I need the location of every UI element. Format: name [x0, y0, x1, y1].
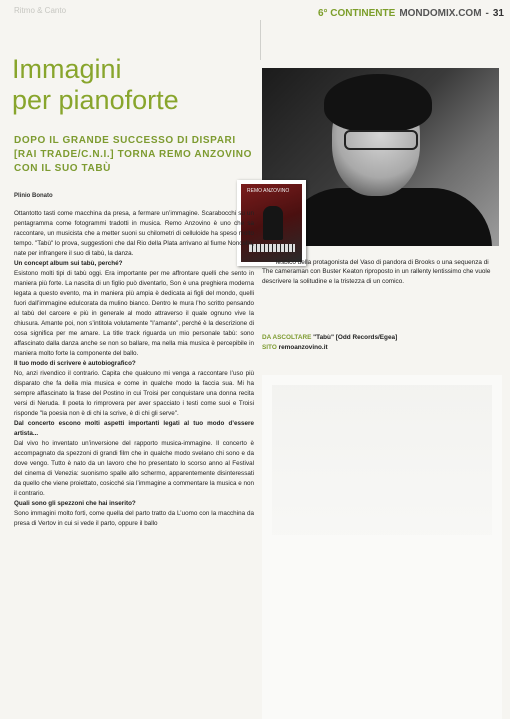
faded-content-area [272, 385, 492, 535]
interview-question: Dal concerto escono molti aspetti importanti legati al tuo modo d’essere artista... [14, 420, 254, 437]
site-label: SITO [262, 344, 277, 351]
body-paragraph: Dal vivo ho inventato un’inversione del rapporto musica-immagine. Il concerto è accompagnato da spezzoni di grandi film che in qualche modo svelano chi sono e da dove vengo. Tutto è nato da un lavoro che ho presentato lo scorso anno al Festival del cinema di Venezia: suonismo spalle allo schermo, apparentemente disinteressati da quello che viene proiettato, cosicché sia l’immagine a commentare la musica e non il contrario. [14, 440, 254, 497]
listen-box [262, 333, 472, 353]
body-paragraph: Esistono molti tipi di tabù oggi. Era importante per me affrontare quelli che sento in maniera più forte. La nascita di un figlio può diventarlo, Son è una preghiera moderna legata a questo evento, ma in maniera più ampia è dedicata ai figli del mondo, quelli fuori dall’immagine edulcorata da mulino bianco. Dentro le mura l’ho scritto pensando al tabù del carcere e più in generale al modo attraverso il quale ognuno vive la chiusura. Amante poi, non s’intitola volutamente "l’amante", perché è la descrizione di cosa significa per me amare. La title track riguarda un mio personale tabù: sono affascinato dalla danza anche se non so ballare, ma nella mia musica è percepibile in maniera molto forte la componente del ballo. [14, 270, 254, 357]
article-subtitle: DOPO IL GRANDE SUCCESSO DI DISPARI [RAI TRADE/C.N.I.] TORNA REMO ANZOVINO CON IL SUO TABÙ [14, 135, 252, 174]
photo-glasses-shape [344, 130, 418, 150]
body-paragraph: Sono immagini molto forti, come quella del parto tratto da L’uomo con la macchina da presa di Vertov in cui si vede il parto, oppure il ballo [14, 510, 254, 527]
interview-question: Il tuo modo di scrivere è autobiografico? [14, 360, 136, 367]
page-header [0, 4, 510, 20]
site-line [262, 343, 472, 353]
photo-body-shape [282, 188, 492, 246]
page-number: 31 [492, 7, 504, 19]
photo-caption-text [262, 258, 497, 286]
interview-question: Un concept album sui tabù, perché? [14, 260, 123, 267]
listen-line [262, 333, 472, 343]
album-figure-shape [263, 206, 283, 240]
album-cover-label: REMO ANZOVINO [247, 188, 290, 194]
photo-hair-shape [324, 74, 432, 132]
title-line-1: Immagini [12, 54, 122, 84]
faded-right-column [262, 375, 502, 719]
article-author: Plinio Bonato [14, 193, 53, 199]
section-name: 6° CONTINENTE [317, 7, 396, 19]
article-body [14, 209, 254, 529]
listen-label: DA ASCOLTARE [262, 334, 312, 341]
interview-question: Quali sono gli spezzoni che hai inserito? [14, 500, 136, 507]
header-section-bar [303, 6, 504, 20]
header-faint-text: Ritmo & Canto [14, 6, 67, 15]
site-name: MONDOMIX.COM [399, 7, 482, 19]
body-paragraph: Ottantotto tasti come macchina da presa, a fermare un’immagine. Scarabocchi su un pentagramma come fotogrammi tradotti in musica. Remo Anzovino è uno che sa raccontare, un musicista che a metter suoni su chilometri di celluloide ha speso molto tempo. "Tabù" lo prova, suggestioni che dal Rio della Plata arrivano al fiume Noncello, nate per infrangere il suo di tabù, la danza. [14, 210, 254, 257]
article-title [12, 54, 262, 116]
site-value: remoanzovino.it [278, 344, 328, 351]
piano-keys-icon [249, 244, 295, 252]
body-paragraph: No, anzi rivendico il contrario. Capita che qualcuno mi venga a raccontare l’uso più disparato che fa della mia musica e come in qualche modo la faccia sua. Mi ha sempre affascinato la frase del Postino in cui Troisi per conquistare una donna recita versi di Neruda. Il poeta lo rimprovera per aver spacciato i testi come suoi e Troisi risponde "la poesia non è di chi la scrive, è di chi gli serve". [14, 370, 254, 417]
header-separator: - [485, 7, 489, 19]
listen-value: "Tabù" [Odd Records/Egea] [313, 334, 398, 341]
caption-body: lesbico della protagonista del Vaso di pandora di Brooks o una sequenza di The cameraman con Buster Keaton riproposto in un rallenty lentissimo che vuole descrivere la solitudine e la tristezza di un comico. [262, 259, 491, 285]
title-line-2: per pianoforte [12, 85, 179, 115]
